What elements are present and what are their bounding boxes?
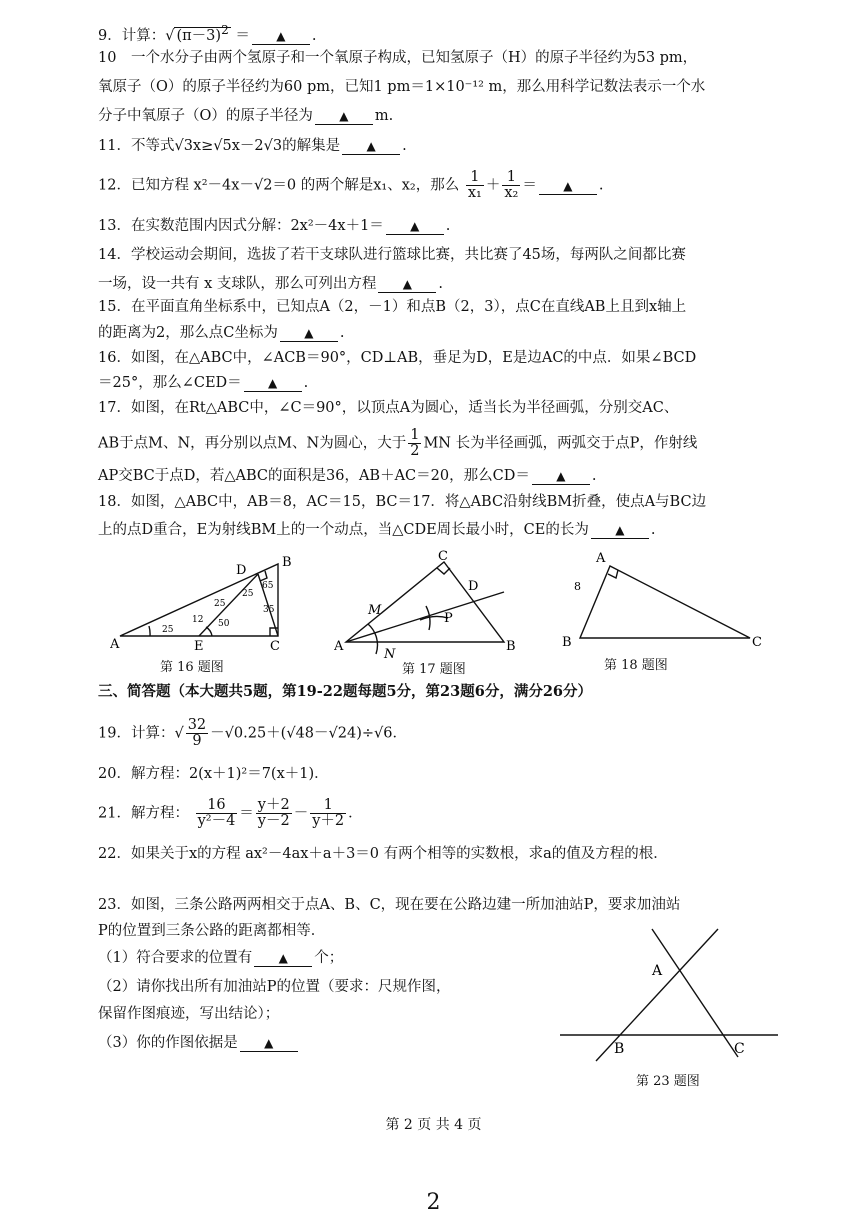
figure-18-caption: 第 18 题图 <box>604 658 668 673</box>
fig17-label-d: D <box>468 579 479 594</box>
fig16-label-a: A <box>110 637 120 652</box>
road-ac <box>652 929 738 1057</box>
question-21: 21．解方程： $\frac{16}{\text{y²－4}}$ ＝ $\frac{y+2}{y-2}$ － $\frac{1}{y+2}$ ． <box>98 797 363 829</box>
question-23-part-2a: （2）请你找出所有加油站P的位置（要求：尺规作图， <box>98 979 451 995</box>
question-15-line-1: 15．在平面直角坐标系中，已知点A（2，－1）和点B（2，3），点C在直线AB上且到x轴上 <box>98 299 687 315</box>
answer-blank <box>386 218 444 235</box>
answer-triangle-icon: ▲ <box>304 326 314 340</box>
question-11: 11．不等式√3x≥√5x－2√3的解集是 ▲ . <box>98 138 407 154</box>
triangle-abc <box>346 562 504 642</box>
right-angle-mark-d <box>260 571 267 581</box>
question-10-line-3: 分子中氧原子（O）的原子半径为 ▲ m. <box>98 108 394 124</box>
fraction-16-over-y2-4: $\frac{16}{\text{y²－4}}$ <box>197 797 236 829</box>
fig16-note-25b: 25 <box>162 625 174 635</box>
fig17-label-a: A <box>334 639 344 654</box>
arc-mn <box>368 624 377 654</box>
fig16-label-b: B <box>282 556 292 570</box>
question-23-line-2: P的位置到三条公路的距离都相等． <box>98 923 326 939</box>
question-16-line-1: 16．如图，在△ABC中，∠ACB＝90°，CD⊥AB，垂足为D，E是边AC的中点．如果∠BCD <box>98 350 697 366</box>
fig18-note-8: 8 <box>574 580 581 593</box>
question-20: 20．解方程：2(x＋1)²＝7(x＋1)． <box>98 766 329 782</box>
figure-18 <box>560 548 770 652</box>
triangle-abc <box>580 566 750 638</box>
answer-triangle-icon: ▲ <box>268 376 278 390</box>
answer-blank <box>240 1035 298 1052</box>
question-23-part-3: （3）你的作图依据是 ▲ <box>98 1033 807 1053</box>
answer-triangle-icon: ▲ <box>615 523 625 537</box>
question-17-line-1: 17．如图，在Rt△ABC中，∠C＝90°，以顶点A为圆心，适当长为半径画弧，分别交AC、 <box>98 400 679 416</box>
answer-triangle-icon: ▲ <box>276 28 286 43</box>
fig17-label-b: B <box>506 639 516 654</box>
question-10-line-1: 10 一个水分子由两个氢原子和一个氧原子构成，已知氢原子（H）的原子半径约为53 pm， <box>98 50 698 66</box>
answer-blank <box>254 950 312 967</box>
answer-blank <box>244 375 302 392</box>
question-9-equals: ＝ <box>235 27 250 44</box>
radical-sign: √ <box>165 27 175 44</box>
question-22: 22．如果关于x的方程 ax²－4ax＋a＋3＝0 有两个相等的实数根，求a的值及方程的根． <box>98 846 668 862</box>
question-18-line-1: 18．如图，△ABC中，AB＝8，AC＝15，BC＝17．将△ABC沿射线BM折叠，使点A与BC边 <box>98 494 707 510</box>
question-9-label: 计算： <box>121 27 166 44</box>
question-19: 19．计算：√ $\frac{32}{9}$ －√0.25＋(√48－√24)÷√6． <box>98 717 407 749</box>
question-23-part-1: （1）符合要求的位置有 ▲ 个； <box>98 950 344 966</box>
page-indicator: 第 2 页 共 4 页 <box>385 1117 482 1133</box>
fig17-label-m: M <box>368 603 382 618</box>
figure-23 <box>560 925 782 1067</box>
answer-triangle-icon: ▲ <box>278 951 288 965</box>
answer-blank <box>315 108 373 125</box>
page-number: 2 <box>426 1190 441 1215</box>
question-14-line-2: 一场，设一共有 x 支球队，那么可列出方程 ▲ . <box>98 276 444 292</box>
question-14-line-1: 14．学校运动会期间，选拔了若干支球队进行篮球比赛，共比赛了45场，每两队之间都比赛 <box>98 247 686 263</box>
fig16-label-d: D <box>236 563 247 578</box>
fig18-label-b: B <box>562 635 572 650</box>
right-angle-mark-a <box>608 570 618 578</box>
radical-sign: √ <box>174 725 184 742</box>
figure-17 <box>334 548 524 660</box>
answer-triangle-icon: ▲ <box>366 139 376 153</box>
fig17-label-c: C <box>438 549 448 564</box>
question-17-line-3: AP交BC于点D，若△ABC的面积是36，AB＋AC＝20，那么CD＝ ▲ . <box>98 468 597 484</box>
question-9-number: 9． <box>98 27 122 44</box>
fig16-note-25c: 25 <box>242 589 254 599</box>
question-15-line-2: 的距离为2，那么点C坐标为 ▲ . <box>98 325 345 341</box>
fig16-note-25a: 25 <box>214 599 226 609</box>
fig18-label-a: A <box>596 551 606 566</box>
section-3-title: 三、简答题（本大题共5题，第19-22题每题5分，第23题6分，满分26分） <box>98 683 592 700</box>
figure-16 <box>110 556 310 652</box>
figure-16-caption: 第 16 题图 <box>160 660 224 675</box>
fig16-note-12: 12 <box>192 615 204 625</box>
answer-triangle-icon: ▲ <box>563 178 573 193</box>
fig18-label-c: C <box>752 635 762 650</box>
question-10-line-2: 氧原子（O）的原子半径约为60 pm，已知1 pm＝1×10⁻¹² m，那么用科学记数法表示一个水 <box>98 79 706 95</box>
question-16-line-2: ＝25°，那么∠CED＝ ▲ . <box>98 375 309 391</box>
question-9: 9．计算：√ $(\pi-3)^2$ ＝ ▲ . <box>98 23 317 44</box>
question-17-line-2: AB于点M、N，再分别以点M、N为圆心，大于 $\frac{1}{2}$ MN 长为半径画弧，两弧交于点P，作射线 <box>98 427 698 459</box>
fig16-label-e: E <box>194 639 204 652</box>
fraction-one-half: $\frac{1}{2}$ <box>410 427 420 459</box>
angle-arc-e <box>206 627 212 636</box>
question-18-line-2: 上的点D重合，E为射线BM上的一个动点，当△CDE周长最小时，CE的长为 ▲ . <box>98 522 656 538</box>
angle-arc-a <box>149 626 150 636</box>
answer-blank <box>591 522 649 539</box>
question-12: 12．已知方程 x²－4x－√2＝0 的两个解是x₁、x₂，那么 $\frac{1}{\text{x₁}}$ ＋ $\frac{1}{\text{x₂}}$ ＝ ▲ . <box>98 169 604 201</box>
fig17-label-p: P <box>444 611 453 626</box>
answer-triangle-icon: ▲ <box>339 109 349 123</box>
answer-blank <box>342 138 400 155</box>
fig17-label-n: N <box>384 647 396 660</box>
fraction-32-over-9: $\frac{32}{9}$ <box>187 717 207 749</box>
fraction-1-over-y+2: $\frac{1}{y+2}$ <box>312 797 345 829</box>
answer-blank <box>252 28 310 45</box>
answer-blank <box>378 276 436 293</box>
fig23-label-b: B <box>614 1041 625 1057</box>
question-23-line-1: 23．如图，三条公路两两相交于点A、B、C，现在要在公路边建一所加油站P，要求加油站 <box>98 897 681 913</box>
answer-triangle-icon: ▲ <box>556 469 566 483</box>
fig16-label-c: C <box>270 639 280 652</box>
fraction-y+2-over-y-2: $\frac{y+2}{y-2}$ <box>257 797 290 829</box>
answer-triangle-icon: ▲ <box>410 219 420 233</box>
figure-17-caption: 第 17 题图 <box>402 662 466 677</box>
fig16-note-35: 35 <box>263 605 275 615</box>
fig16-note-65: 65 <box>262 581 274 591</box>
fig16-note-50: 50 <box>218 619 230 629</box>
triangle-abc <box>120 564 278 636</box>
fig23-label-c: C <box>734 1041 745 1057</box>
question-11-inequality: √3x≥√5x－2√3 <box>174 138 283 154</box>
question-23-part-2b: 保留作图痕迹，写出结论）； <box>98 1006 280 1022</box>
figure-23-caption: 第 23 题图 <box>636 1074 700 1089</box>
fraction-1-over-x2: $\frac{1}{\text{x₂}}$ <box>504 169 519 201</box>
answer-triangle-icon: ▲ <box>264 1036 274 1050</box>
answer-triangle-icon: ▲ <box>402 277 413 291</box>
answer-blank <box>539 178 597 195</box>
answer-blank <box>280 325 338 342</box>
fraction-1-over-x1: $\frac{1}{\text{x₁}}$ <box>467 169 482 201</box>
answer-blank <box>532 468 590 485</box>
question-13: 13．在实数范围内因式分解：2x²－4x＋1＝ ▲ . <box>98 218 451 234</box>
question-9-radicand: $(\pi-3)^2$ <box>176 23 229 44</box>
right-angle-mark-c <box>437 568 450 574</box>
fig23-label-a: A <box>652 963 663 979</box>
